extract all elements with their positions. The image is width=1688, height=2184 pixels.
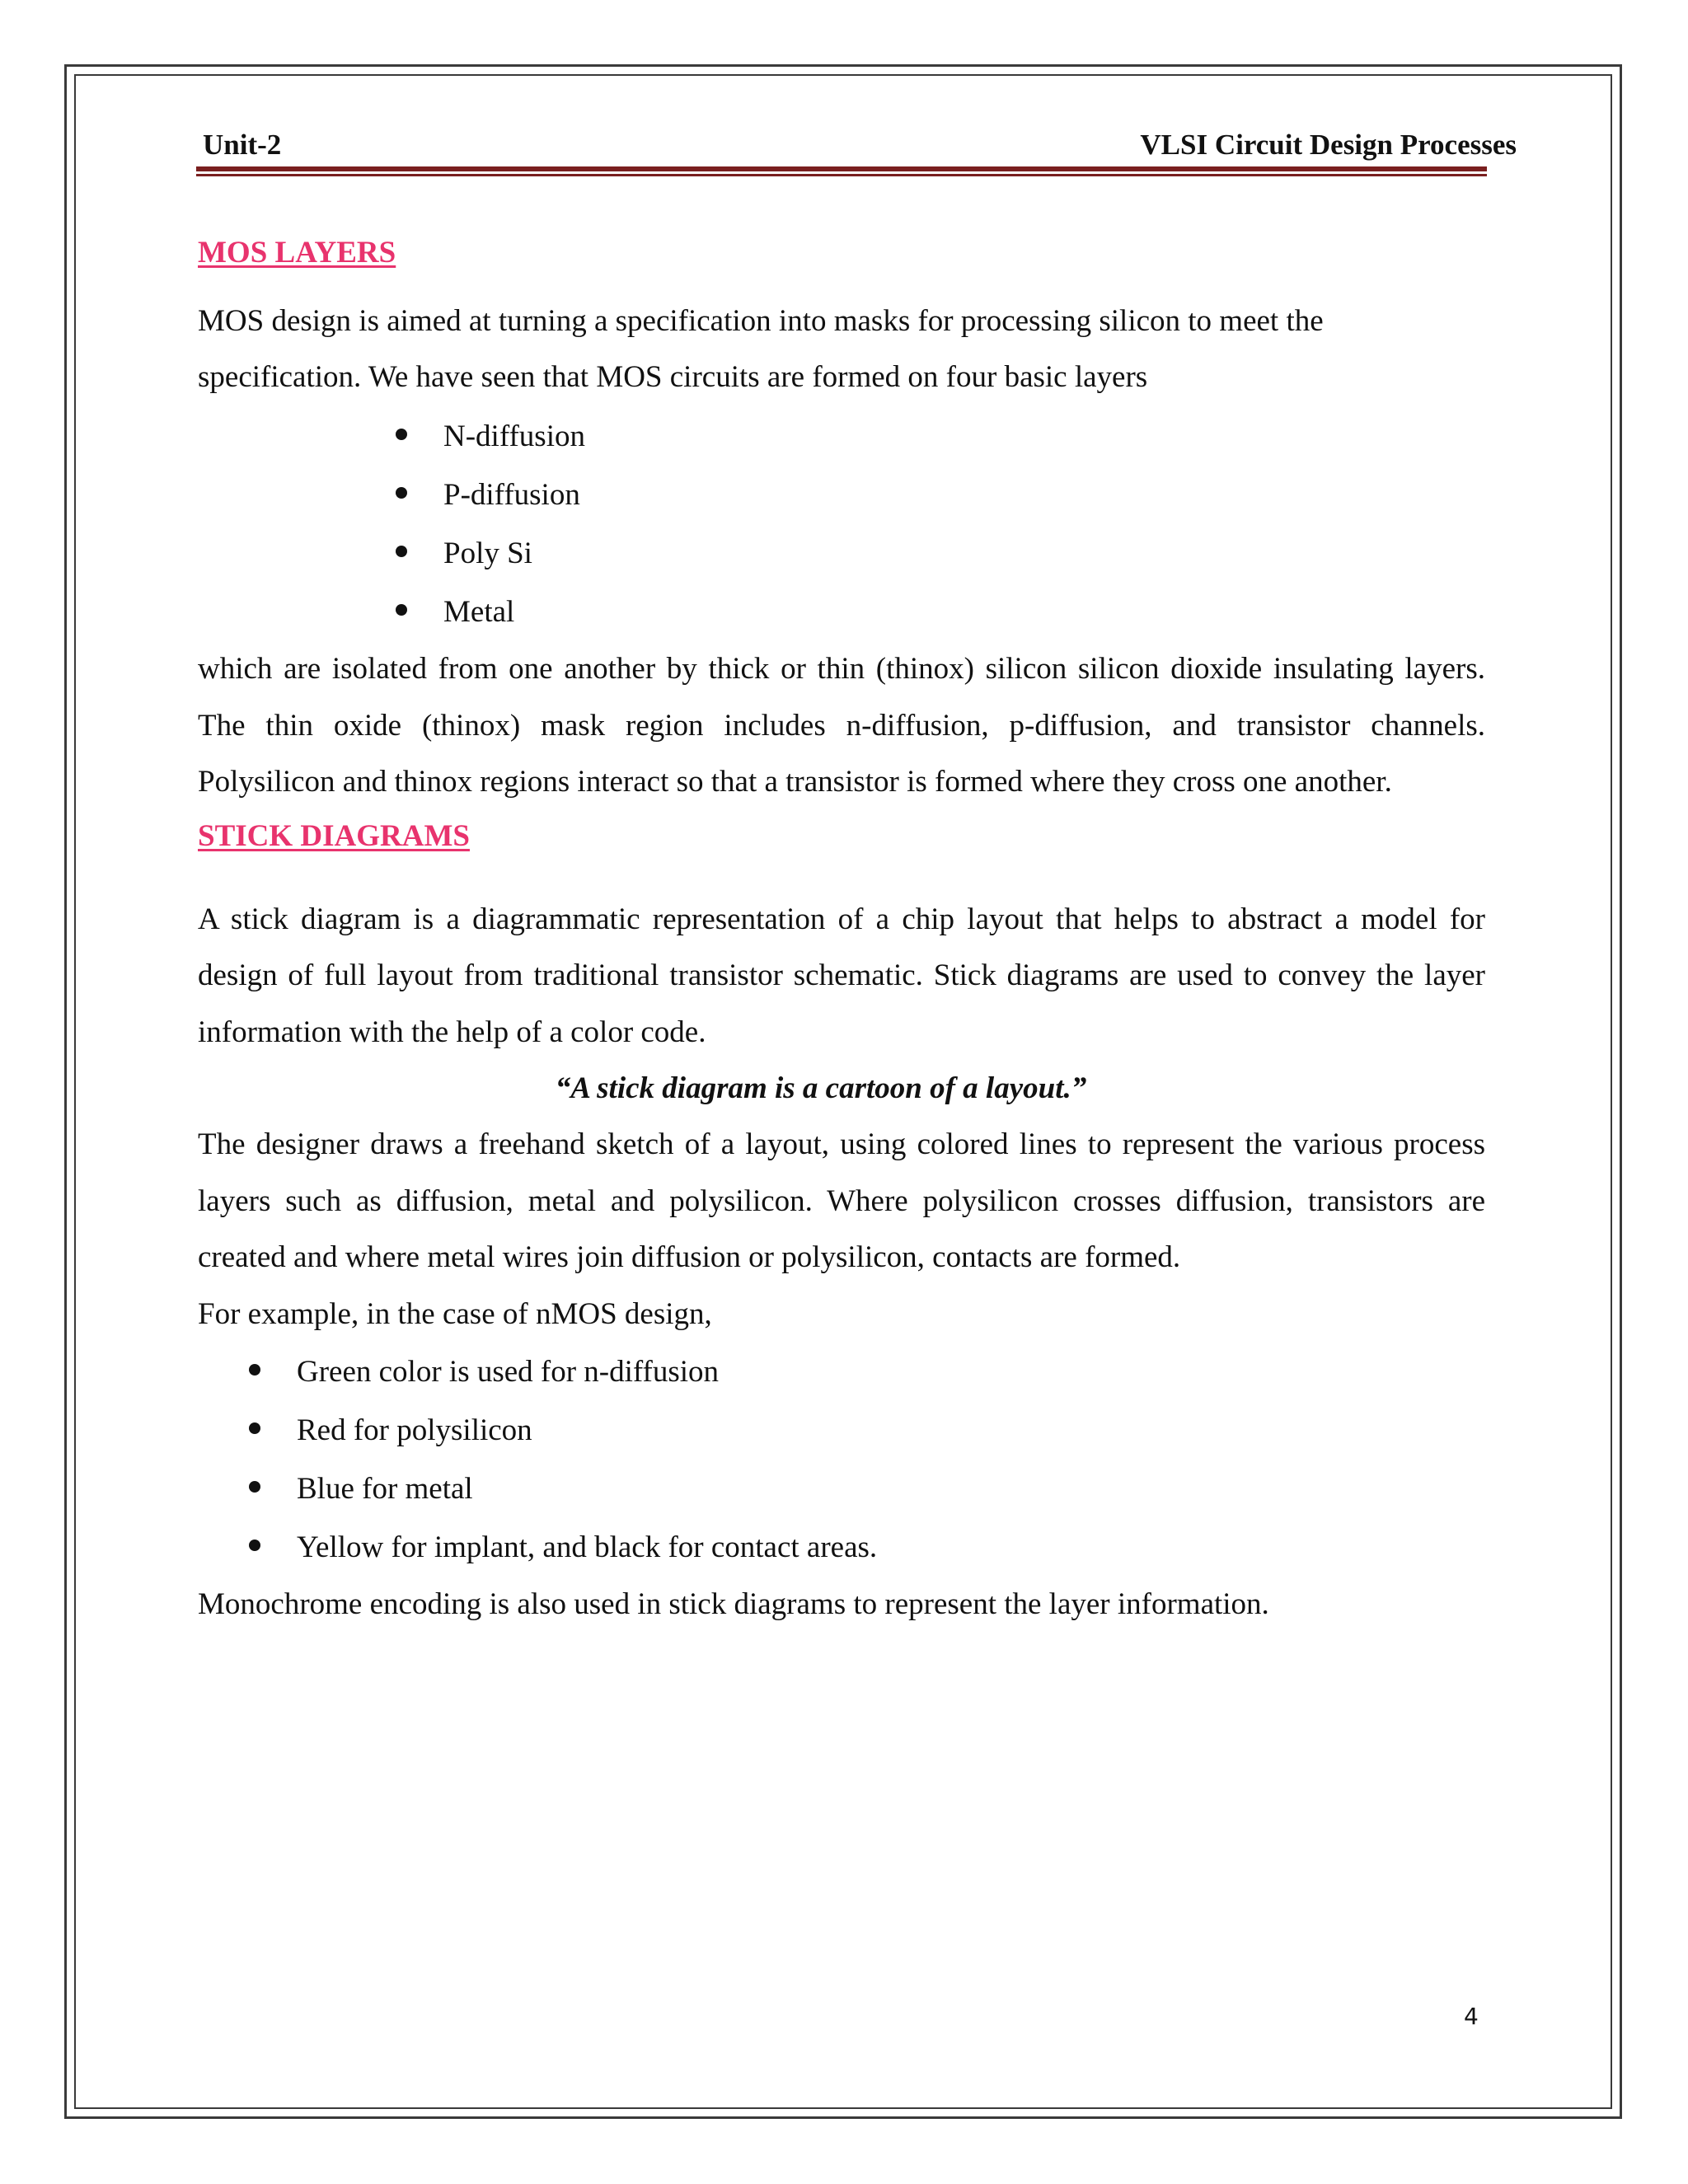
header-rule-thin [196,174,1487,176]
section-heading-mos-layers: MOS LAYERS [198,236,396,269]
list-item: Yellow for implant, and black for contact areas. [198,1518,1485,1577]
mos-body-paragraph: which are isolated from one another by thick or thin (thinox) silicon silicon dioxide insulating layers. The thin oxide (thinox) mask region includes n-diffusion, p-diffusion, and transistor channels. Polysilicon and thinox regions interact so that a transistor is formed where they cross one another. [198,652,1485,799]
section-heading-stick-diagrams: STICK DIAGRAMS [198,818,470,853]
spacer [198,857,1485,892]
bullet-icon [396,546,407,557]
color-code-list [198,1343,1485,1577]
list-item: P-diffusion [198,466,1485,524]
bullet-icon [249,1481,260,1493]
document-page [198,124,1517,1633]
spacer [198,166,1485,232]
list-item: Red for polysilicon [198,1401,1485,1460]
list-item: Green color is used for n-diffusion [198,1343,1485,1401]
spacer [198,274,1485,293]
page-header [198,124,1517,166]
bullet-icon [249,1364,260,1376]
bullet-icon [249,1422,260,1434]
header-title: VLSI Circuit Design Processes [1140,129,1517,161]
bullet-icon [396,429,407,440]
header-rule [196,166,1487,171]
list-item: Blue for metal [198,1460,1485,1518]
bullet-icon [396,487,407,499]
stick-body-paragraph: The designer draws a freehand sketch of a layout, using colored lines to represent the various process layers such as diffusion, metal and polysilicon. Where polysilicon crosses diffusion, transistors are created and where metal wires join diffusion or polysilicon, contacts are formed. [198,1127,1485,1274]
bullet-icon [249,1540,260,1551]
mos-layer-list [198,407,1485,641]
list-item: Metal [198,583,1485,641]
example-intro: For example, in the case of nMOS design, [198,1296,712,1331]
list-item: N-diffusion [198,407,1485,466]
closing-paragraph: Monochrome encoding is also used in stick diagrams to represent the layer information. [198,1587,1269,1621]
list-item: Poly Si [198,524,1485,583]
bullet-icon [396,604,407,616]
mos-intro-paragraph: MOS design is aimed at turning a specification into masks for processing silicon to meet the specification. We have seen that MOS circuits are formed on four basic layers [198,304,1324,394]
stick-quote: “A stick diagram is a cartoon of a layout.” [555,1071,1087,1105]
stick-intro-paragraph: A stick diagram is a diagrammatic representation of a chip layout that helps to abstract a model for design of full layout from traditional transistor schematic. Stick diagrams are used to convey the layer information with the help of a color code. [198,902,1485,1049]
header-unit: Unit-2 [203,129,282,161]
page-number: 4 [1464,2003,1479,2030]
